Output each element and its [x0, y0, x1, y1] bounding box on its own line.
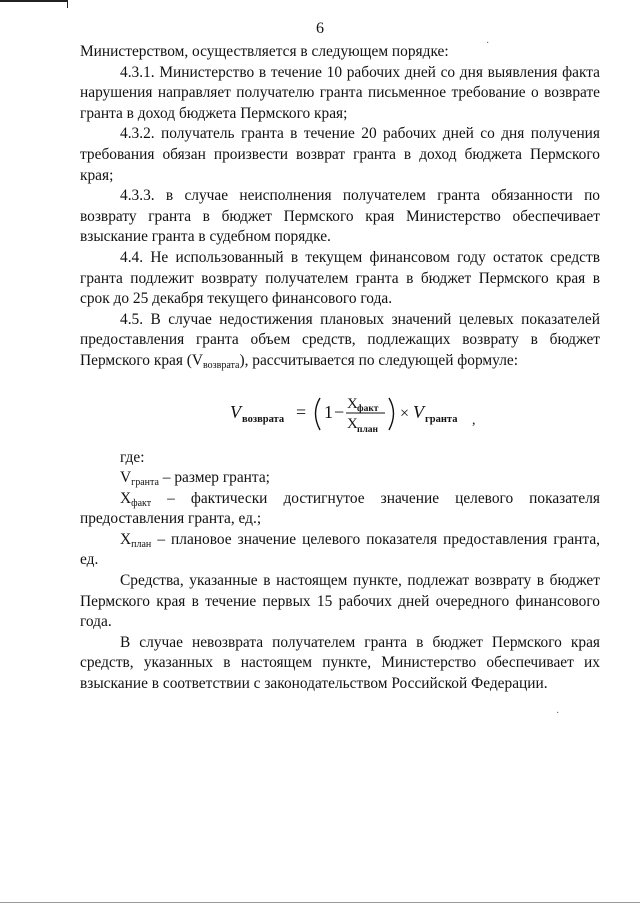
formula-den-var: X [347, 415, 358, 432]
formula-paren-right [389, 398, 394, 430]
def2-sub: факт [131, 497, 152, 509]
scan-edge-top-vertical [67, 0, 68, 8]
paragraph-4-3-3: 4.3.3. в случае неисполнения получателем гранта обязанности по возврату гранта в бюджет Пермского края Министерство обеспечивает взыскание гранта в судебном порядке. [80, 187, 600, 246]
definition-x-fakt [80, 489, 600, 530]
def3-var: X [120, 530, 132, 548]
def1-var: V [120, 469, 132, 487]
p45-sub: возврата [203, 359, 240, 371]
p45-text-after: ), рассчитывается по следующей формуле: [239, 351, 518, 369]
formula-paren-left [316, 398, 321, 430]
def1-text: – размер гранта; [158, 469, 270, 487]
formula-minus: − [334, 401, 345, 422]
paragraph-intro: Министерством, осуществляется в следующем порядке: [80, 43, 449, 60]
paragraph-4-5 [80, 310, 600, 372]
formula-equals: = [296, 401, 307, 422]
paragraph-4-4: 4.4. Не использованный в текущем финансовом году остаток средств гранта подлежит возврату получателем гранта в бюджет Пермского края в срок до 25 декабря текущего финансового года. [80, 248, 600, 308]
def3-sub: план [131, 538, 152, 550]
paragraph-non-return: В случае невозврата получателем гранта в бюджет Пермского края средств, указанных в настоящем пункте, Министерство обеспечивает их взыскание в соответствии с законодательством Российской Федерации. [80, 633, 600, 693]
scan-speck: · [556, 708, 560, 719]
definition-v-granta [80, 468, 600, 489]
formula-den-sub: план [357, 424, 379, 435]
formula-num-var: X [347, 395, 358, 412]
formula-rhs-var: V [413, 401, 424, 422]
formula-lhs-sub: возврата [242, 413, 285, 425]
paragraph-4-3-1: 4.3.1. Министерство в течение 10 рабочих дней со дня выявления факта нарушения направляет получателю гранта письменное требование о возврате гранта в доход бюджета Пермского края; [80, 63, 600, 122]
formula-comma: , [472, 412, 476, 428]
formula-svg [80, 384, 600, 440]
def3-text: – плановое значение целевого показателя предоставления гранта, ед. [80, 530, 600, 569]
scan-edge-top-left [0, 0, 68, 2]
def1-sub: гранта [131, 477, 159, 489]
formula-rhs-sub: гранта [425, 413, 458, 425]
formula-one: 1 [324, 401, 333, 422]
document-body [80, 42, 600, 695]
page-number: 6 [316, 20, 324, 37]
paragraph-return-deadline: Средства, указанные в настоящем пункте, подлежат возврату в бюджет Пермского края в течение первых 15 рабочих дней очередного финансового года. [80, 572, 600, 631]
def2-text: – фактически достигнутое значение целевого показателя предоставления гранта, ед.; [80, 489, 600, 528]
formula-num-sub: факт [357, 403, 379, 414]
p45-text-before: 4.5. В случае недостижения плановых значений целевых показателей предоставления гранта объем средств, подлежащих возврату в бюджет Пермского края (V [80, 310, 600, 369]
definition-x-plan [80, 530, 600, 571]
formula-lhs-var: V [230, 401, 241, 422]
where-label: где: [120, 448, 145, 466]
scan-speck: · [486, 38, 490, 49]
formula-times: × [400, 404, 410, 422]
def2-var: X [120, 489, 132, 507]
scan-edge-bottom [0, 902, 640, 903]
formula-block [80, 384, 600, 440]
paragraph-4-3-2: 4.3.2. получатель гранта в течение 20 рабочих дней со дня получения требования обязан произвести возврат гранта в доход бюджета Пермского края; [80, 125, 600, 184]
